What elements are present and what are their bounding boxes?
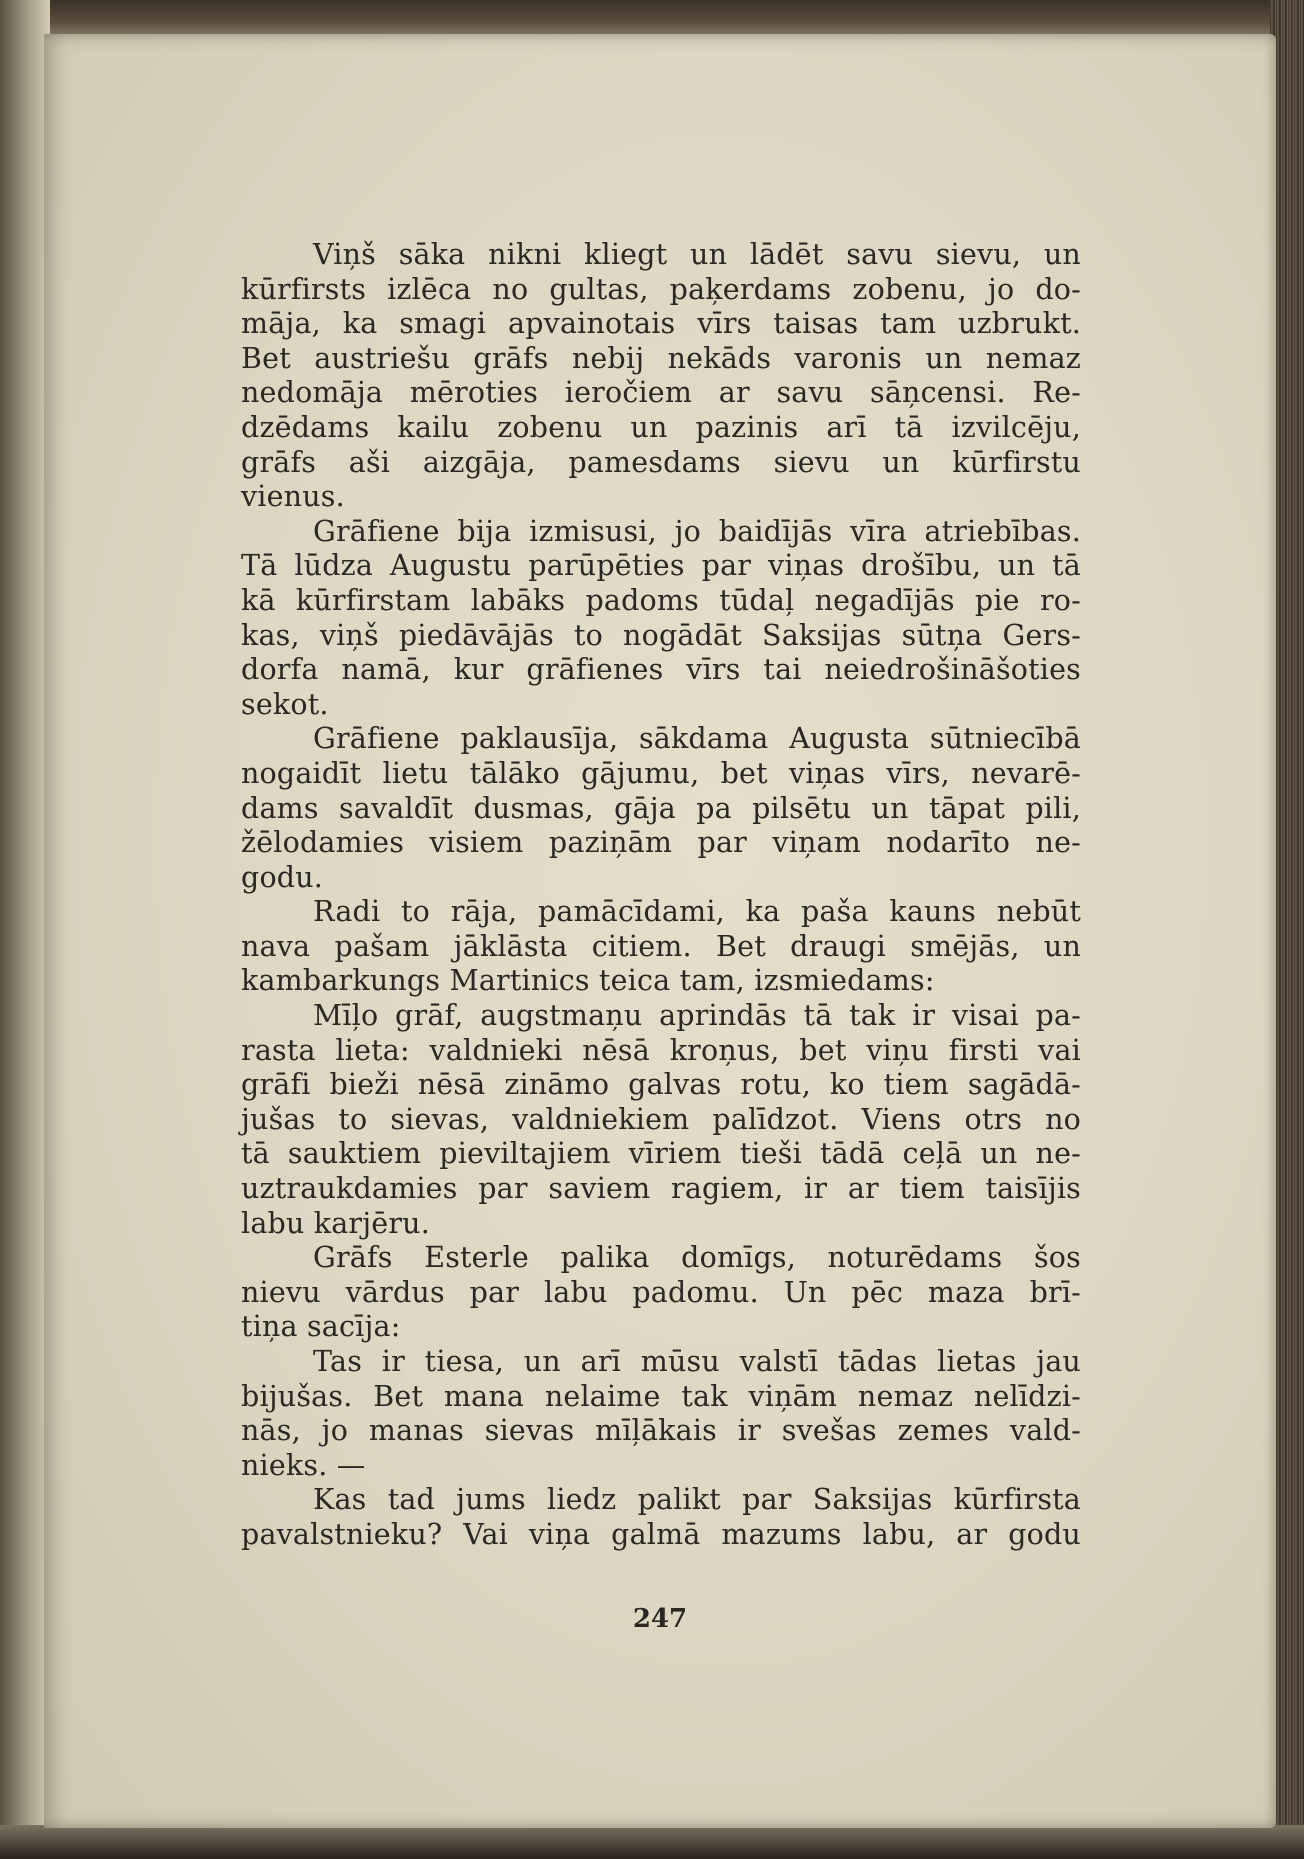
text-line: žēlodamies visiem paziņām par viņam nodarīto ne- (241, 826, 1081, 860)
text-line: nogaidīt lietu tālāko gājumu, bet viņas vīrs, nevarē- (241, 756, 1081, 790)
page-text (241, 238, 1081, 1553)
text-line: Viņš sāka nikni kliegt un lādēt savu sievu, un (313, 238, 1081, 271)
text-line: nieks. — (241, 1448, 366, 1482)
text-line: Grāfs Esterle palika domīgs, noturēdams šos (313, 1241, 1081, 1275)
text-line: vienus. (241, 480, 345, 514)
text-line: Tas ir tiesa, un arī mūsu valstī tādas lietas jau (313, 1345, 1081, 1378)
book-page (44, 34, 1276, 1828)
text-line: nava pašam jāklāsta citiem. Bet draugi smējās, un (241, 929, 1081, 963)
text-line: dams savaldīt dusmas, gāja pa pilsētu un tāpat pili, (241, 791, 1081, 825)
text-line: Radi to rāja, pamācīdami, ka paša kauns nebūt (313, 895, 1081, 929)
text-line: Grāfiene bija izmisusi, jo baidījās vīra atriebības. (313, 514, 1081, 548)
text-line: tā sauktiem pieviltajiem vīriem tieši tādā ceļā un ne- (241, 1137, 1081, 1171)
text-line: kā kūrfirstam labāks padoms tūdaļ negadījās pie ro- (241, 583, 1081, 617)
page-number: 247 (632, 1604, 688, 1634)
text-line: kas, viņš piedāvājās to nogādāt Saksijas sūtņa Gers- (241, 618, 1081, 652)
text-line: pavalstnieku? Vai viņa galmā mazums labu, ar godu (241, 1517, 1081, 1551)
text-line: Bet austriešu grāfs nebij nekāds varonis un nemaz (241, 341, 1081, 375)
text-line: uztraukdamies par saviem ragiem, ir ar tiem taisījis (241, 1172, 1081, 1206)
text-line: dzēdams kailu zobenu un pazinis arī tā izvilcēju, (241, 410, 1081, 444)
text-line: Kas tad jums liedz palikt par Saksijas kūrfirsta (313, 1483, 1081, 1517)
text-line: labu karjēru. (241, 1206, 430, 1240)
text-line: Tā lūdza Augustu parūpēties par viņas drošību, un tā (241, 549, 1081, 583)
text-line: māja, ka smagi apvainotais vīrs taisas tam uzbrukt. (241, 307, 1081, 341)
text-line: rasta lieta: valdnieki nēsā kroņus, bet viņu firsti vai (241, 1033, 1081, 1067)
book-bottom-edge (0, 1825, 1304, 1859)
text-line: grāfs aši aizgāja, pamesdams sievu un kūrfirstu (241, 445, 1081, 479)
text-line: Mīļo grāf, augstmaņu aprindās tā tak ir visai pa- (313, 999, 1081, 1033)
text-line: kambarkungs Martinics teica tam, izsmiedams: (241, 964, 935, 998)
text-line: Grāfiene paklausīja, sākdama Augusta sūtniecībā (313, 722, 1081, 756)
text-line: godu. (241, 860, 324, 894)
text-line: grāfi bieži nēsā zināmo galvas rotu, ko tiem sagādā- (241, 1068, 1081, 1102)
text-line: nās, jo manas sievas mīļākais ir svešas zemes vald- (241, 1414, 1081, 1448)
text-line: dorfa namā, kur grāfienes vīrs tai neiedrošināšoties (241, 653, 1081, 687)
text-line: kūrfirsts izlēca no gultas, paķerdams zobenu, jo do- (241, 272, 1081, 306)
text-line: tiņa sacīja: (241, 1310, 401, 1344)
text-line: bijušas. Bet mana nelaime tak viņām nemaz nelīdzi- (241, 1379, 1081, 1413)
book-gutter (0, 0, 50, 1859)
text-line: nedomāja mēroties ieročiem ar savu sāņcensi. Re- (241, 376, 1081, 410)
text-line: jušas to sievas, valdniekiem palīdzot. Viens otrs no (241, 1102, 1081, 1136)
text-line: sekot. (241, 687, 329, 721)
text-line: nievu vārdus par labu padomu. Un pēc maza brī- (241, 1275, 1081, 1309)
